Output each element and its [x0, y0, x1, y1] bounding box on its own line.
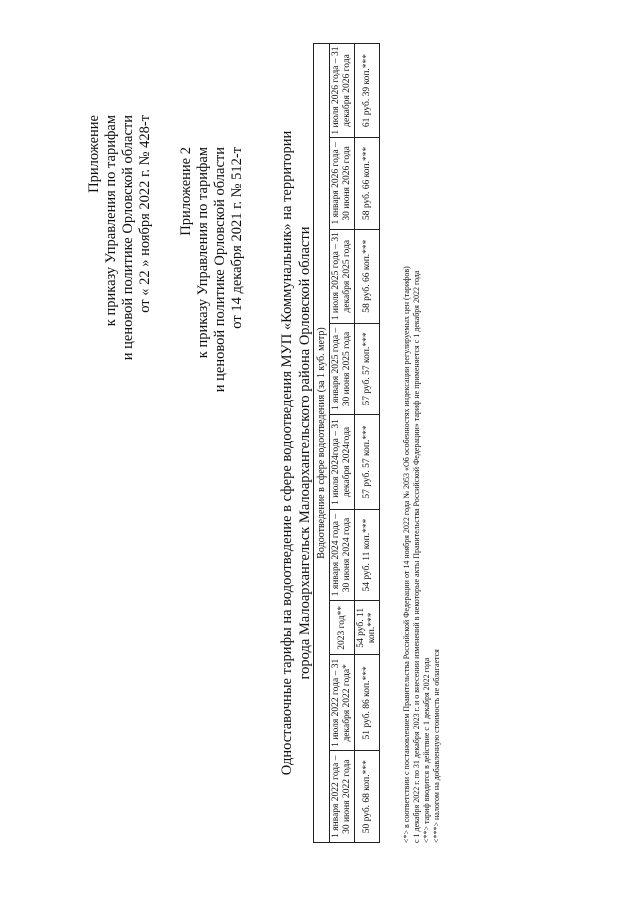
footnote-line: <*> в соответствии с постановлением Правительства Российской Федерации от 14 ноября 2022 года № 2053 «Об особенностях индексации регулируемых цен (тарифов): [402, 266, 411, 843]
table-value-row: [355, 44, 380, 843]
tariff-table: [313, 43, 380, 843]
tariff-value-cell: 57 руб. 57 коп.***: [355, 415, 380, 509]
document-title-line2: города Малоархангельск Малоархангельского района Орловской области: [297, 226, 313, 680]
tariff-value-cell: 54 руб. 11 коп.***: [355, 601, 380, 655]
period-cell: 1 января 2024 года – 30 июня 2024 года: [330, 509, 355, 601]
footnote-line: <***> налогом на добавленную стоимость не облагается: [432, 649, 441, 843]
period-cell: 1 июля 2025 года – 31 декабря 2025 года: [330, 229, 355, 323]
document-title-line1: Одноставочные тарифы на водоотведение в сфере водоотведения МУП «Коммунальник» на территории: [279, 130, 295, 776]
tariff-value-cell: 58 руб. 66 коп.***: [355, 138, 380, 230]
header1-line: Приложение: [86, 115, 102, 193]
appendix-header-2: [178, 147, 246, 392]
footnote-line: с 1 декабря 2022 г. по 31 декабря 2023 г. и о внесении изменений в некоторые акты Правительства Российской Федерации» тариф не применяется с 1 декабря 2022 года: [412, 270, 421, 843]
period-cell: 2023 год**: [330, 601, 355, 655]
tariff-value-cell: 50 руб. 68 коп.***: [355, 751, 380, 843]
header1-line: к приказу Управления по тарифам: [103, 115, 119, 327]
period-cell: 1 июля 2024года – 31 декабря 2024года: [330, 415, 355, 509]
tariff-value-cell: 51 руб. 86 коп.***: [355, 655, 380, 751]
period-cell: 1 июля 2026 года – 31 декабря 2026 года: [330, 44, 355, 138]
header1-line: и ценовой политике Орловской области: [120, 115, 136, 361]
table-period-row: [330, 44, 355, 843]
header2-line: от 14 декабря 2021 г. № 512-т: [229, 147, 245, 329]
period-cell: 1 июля 2022 года – 31 декабря 2022 года*: [330, 655, 355, 751]
table-group-header: Водоотведение в сфере водоотведения (за 1 куб. метр): [314, 44, 330, 843]
tariff-value-cell: 61 руб. 39 коп.***: [355, 44, 380, 138]
period-cell: 1 января 2022 года – 30 июня 2022 года: [330, 751, 355, 843]
header2-line: и ценовой политике Орловской области: [212, 147, 228, 393]
header2-line: Приложение 2: [178, 147, 194, 236]
footnote-line: <**> тариф вводится в действие с 1 декабря 2022 года: [422, 657, 431, 843]
tariff-value-cell: 57 руб. 57 коп.***: [355, 323, 380, 415]
tariff-value-cell: 58 руб. 66 коп.***: [355, 229, 380, 323]
header2-line: к приказу Управления по тарифам: [195, 147, 211, 359]
period-cell: 1 января 2025 года – 30 июня 2025 года: [330, 323, 355, 415]
tariff-value-cell: 54 руб. 11 коп.***: [355, 509, 380, 601]
footnotes: [402, 43, 442, 843]
appendix-header-1: [86, 115, 154, 360]
header1-line: от « 22 » ноября 2022 г. № 428-т: [137, 115, 153, 313]
table-group-row: [314, 44, 330, 843]
period-cell: 1 января 2026 года – 30 июня 2026 года: [330, 138, 355, 230]
